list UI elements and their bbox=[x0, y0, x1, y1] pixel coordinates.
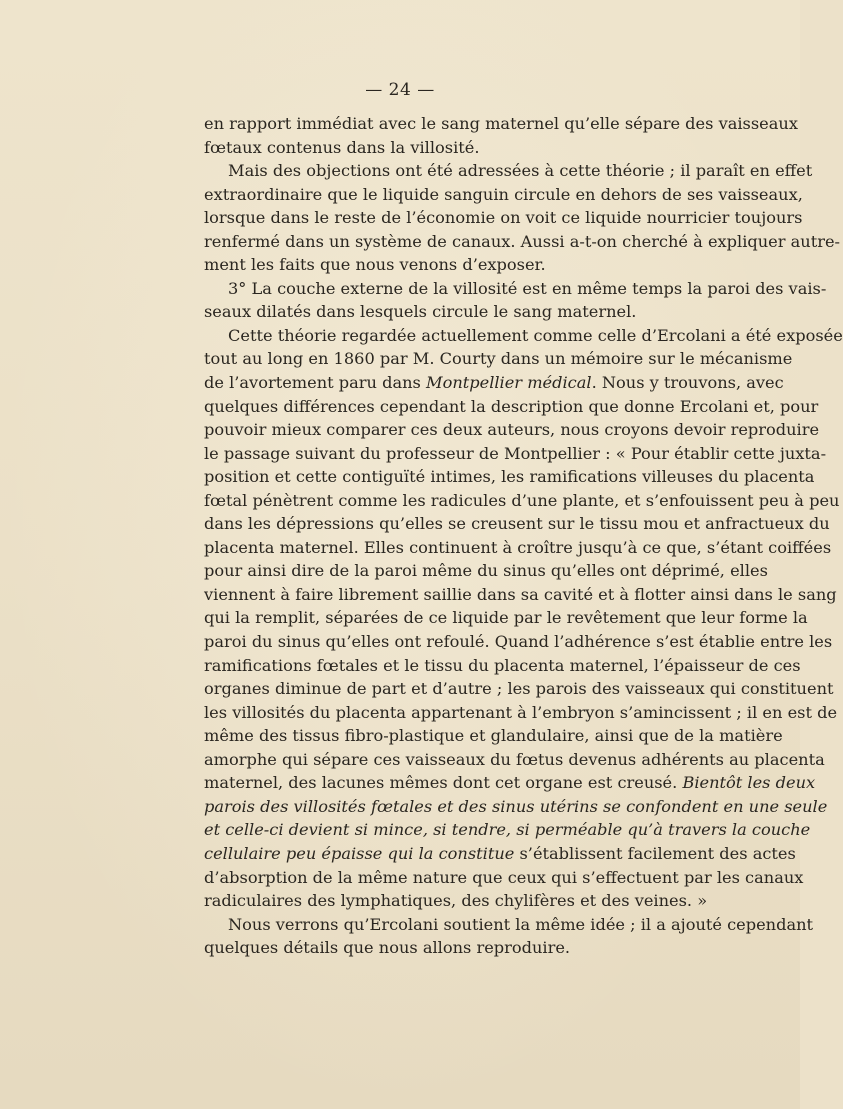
text-line: lorsque dans le reste de l’économie on voit ce liquide nourricier toujours bbox=[204, 208, 803, 228]
italic-text: Montpellier médical bbox=[426, 373, 592, 393]
italic-text: Bientôt les deux bbox=[682, 773, 816, 793]
text-line: ment les faits que nous venons d’exposer. bbox=[204, 255, 546, 275]
text-line: extraordinaire que le liquide sanguin circule en dehors de ses vaisseaux, bbox=[204, 184, 803, 204]
text-line: de l’avortement paru dans Montpellier médical. Nous y trouvons, avec bbox=[204, 373, 784, 393]
text-line: placenta maternel. Elles continuent à croître jusqu’à ce que, s’étant coiffées bbox=[204, 537, 832, 557]
text-line: en rapport immédiat avec le sang maternel qu’elle sépare des vaisseaux bbox=[204, 114, 798, 133]
text-line: cellulaire peu épaisse qui la constitue s’établissent facilement des actes bbox=[204, 843, 796, 863]
text-line: même des tissus fibro-plastique et glandulaire, ainsi que de la matière bbox=[204, 726, 783, 746]
text-line bbox=[204, 818, 811, 842]
text-line: pour ainsi dire de la paroi même du sinus qu’elles ont déprimé, elles bbox=[204, 561, 768, 581]
text-line: position et cette contiguïté intimes, les ramifications villeuses du placenta bbox=[204, 467, 815, 487]
text-line: d’absorption de la même nature que ceux qui s’effectuent par les canaux bbox=[204, 867, 804, 887]
italic-text: parois des villosités fœtales et des sinus utérins se confondent en une seule bbox=[204, 796, 828, 816]
text-line: fœtaux contenus dans la villosité. bbox=[204, 137, 480, 157]
italic-text: et celle-ci devient si mince, si tendre, si perméable qu’à travers la couche bbox=[204, 820, 811, 840]
text-line: ramifications fœtales et le tissu du placenta maternel, l’épaisseur de ces bbox=[204, 655, 801, 675]
text-line: maternel, des lacunes mêmes dont cet organe est creusé. Bientôt les deux bbox=[204, 773, 816, 793]
text-line: renfermé dans un système de canaux. Aussi a-t-on cherché à expliquer autre- bbox=[204, 231, 840, 251]
text-line: qui la remplit, séparées de ce liquide par le revêtement que leur forme la bbox=[204, 608, 808, 628]
text-line: les villosités du placenta appartenant à l’embryon s’amincissent ; il en est de bbox=[204, 702, 838, 722]
text-line: radiculaires des lymphatiques, des chylifères et des veines. » bbox=[204, 891, 708, 911]
text-line: Nous verrons qu’Ercolani soutient la même idée ; il a ajouté cependant bbox=[228, 914, 814, 934]
text-line: pouvoir mieux comparer ces deux auteurs, nous croyons devoir reproduire bbox=[204, 420, 820, 440]
text-line: seaux dilatés dans lesquels circule le sang maternel. bbox=[204, 302, 637, 322]
text-line: fœtal pénètrent comme les radicules d’une plante, et s’enfouissent peu à peu bbox=[204, 490, 840, 510]
text-line: quelques détails que nous allons reproduire. bbox=[204, 938, 571, 958]
text-line: 3° La couche externe de la villosité est en même temps la paroi des vais- bbox=[228, 278, 827, 298]
text-line: le passage suivant du professeur de Montpellier : « Pour établir cette juxta- bbox=[204, 443, 827, 463]
text-line: dans les dépressions qu’elles se creusent sur le tissu mou et anfractueux du bbox=[204, 514, 830, 534]
text-line: amorphe qui sépare ces vaisseaux du fœtus devenus adhérents au placenta bbox=[204, 749, 825, 769]
text-line bbox=[204, 795, 828, 819]
italic-text: cellulaire peu épaisse qui la constitue bbox=[204, 843, 515, 863]
text-line: Cette théorie regardée actuellement comme celle d’Ercolani a été exposée bbox=[228, 325, 843, 345]
body-text bbox=[204, 112, 843, 960]
text-line: paroi du sinus qu’elles ont refoulé. Quand l’adhérence s’est établie entre les bbox=[204, 632, 833, 652]
text-line: viennent à faire librement saillie dans sa cavité et à flotter ainsi dans le sang bbox=[204, 584, 837, 604]
text-line: Mais des objections ont été adressées à cette théorie ; il paraît en effet bbox=[228, 161, 813, 181]
page-number: — 24 — bbox=[365, 80, 435, 100]
text-line: tout au long en 1860 par M. Courty dans un mémoire sur le mécanisme bbox=[204, 349, 793, 369]
text-line: quelques différences cependant la description que donne Ercolani et, pour bbox=[204, 396, 819, 416]
text-line: organes diminue de part et d’autre ; les parois des vaisseaux qui constituent bbox=[204, 679, 834, 699]
